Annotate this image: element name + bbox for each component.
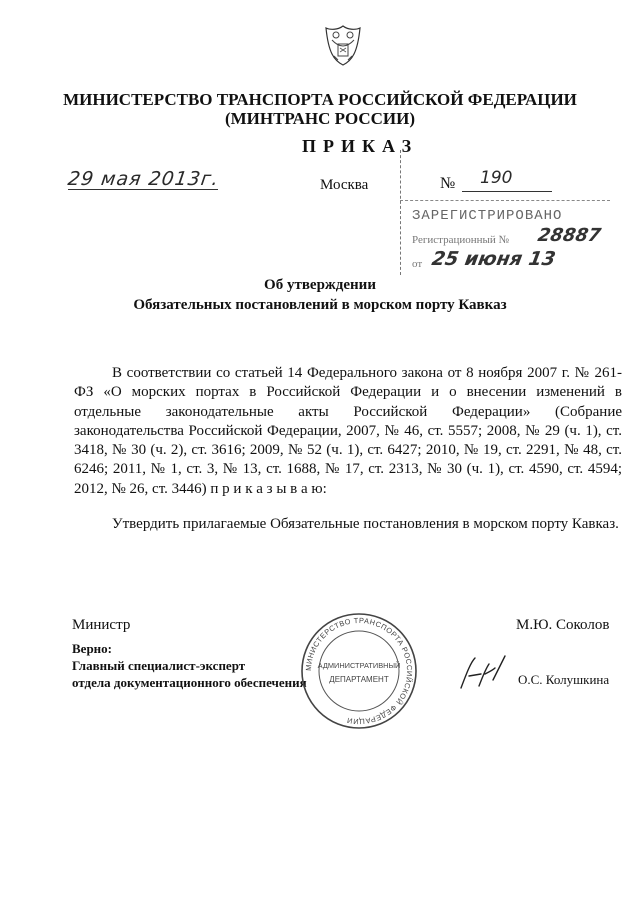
body-paragraph-text: В соответствии со статьей 14 Федерального закона от 8 ноября 2007 г. № 261-ФЗ «О морских портах в Российской Федерации и о внесении изменений в отдельные законодательные акты Российской Федерации» (Собрание законодательства Российской Федерации, 2007, № 46, ст. 5557; 2008, № 29 (ч. 1), ст. 3418, № 30 (ч. 2), ст. 3616; 2009, № 52 (ч. 1), ст. 6427; 2010, № 19, ст. 2291, № 48, ст. 6246; 2011, № 1, ст. 3, № 13, ст. 1688, № 17, ст. 2313, № 30 (ч. 1), ст. 4590, ст. 4594; 2012, № 26, ст. 3446) п р и к а з ы в а ю: bbox=[74, 365, 622, 497]
verifier-department: отдела документационного обеспечения bbox=[72, 675, 307, 690]
order-number: 190 bbox=[480, 168, 513, 188]
verification-block bbox=[72, 640, 307, 691]
verifier-name: О.С. Колушкина bbox=[518, 672, 610, 687]
subject-title: Обязательных постановлений в морском порту Кавказ bbox=[133, 297, 507, 313]
seal-inner-text-2: ДЕПАРТАМЕНТ bbox=[329, 675, 389, 684]
date-underline bbox=[68, 189, 218, 190]
registration-stamp-title: ЗАРЕГИСТРИРОВАНО bbox=[412, 208, 563, 224]
registration-date-label: от bbox=[412, 258, 423, 270]
registration-number-label: Регистрационный № bbox=[412, 234, 510, 246]
registration-stamp-border-top bbox=[400, 200, 610, 201]
city: Москва bbox=[320, 177, 369, 193]
number-sign: № bbox=[440, 175, 456, 192]
ministry-name: МИНИСТЕРСТВО ТРАНСПОРТА РОССИЙСКОЙ ФЕДЕРАЦИИ bbox=[63, 90, 577, 109]
verified-label: Верно: bbox=[72, 641, 112, 656]
document-type: ПРИКАЗ bbox=[302, 136, 419, 156]
signature-mark bbox=[455, 650, 515, 694]
minister-name: М.Ю. Соколов bbox=[516, 617, 610, 633]
body-paragraph bbox=[74, 364, 622, 499]
resolution-paragraph bbox=[74, 515, 622, 534]
registration-date: 25 июня 13 bbox=[430, 248, 558, 270]
minister-title: Министр bbox=[72, 617, 131, 633]
verifier-position: Главный специалист-эксперт bbox=[72, 658, 246, 673]
number-underline bbox=[462, 191, 552, 192]
svg-text:МИНИСТЕРСТВО ТРАНСПОРТА РОССИЙ bbox=[304, 616, 414, 726]
order-date: 29 мая 2013г. bbox=[66, 168, 221, 190]
official-seal bbox=[300, 612, 418, 730]
subject-heading: Об утверждении bbox=[264, 277, 376, 293]
ministry-abbreviation: (МИНТРАНС РОССИИ) bbox=[224, 109, 416, 128]
registration-stamp-border bbox=[400, 150, 401, 275]
seal-outer-text: МИНИСТЕРСТВО ТРАНСПОРТА РОССИЙСКОЙ ФЕДЕРАЦИИ bbox=[303, 615, 415, 727]
registration-number: 28887 bbox=[536, 225, 603, 246]
seal-inner-text-1: АДМИНИСТРАТИВНЫЙ bbox=[317, 661, 401, 670]
resolution-text: Утвердить прилагаемые Обязательные постановления в морском порту Кавказ. bbox=[112, 516, 619, 532]
coat-of-arms-icon bbox=[320, 22, 366, 68]
